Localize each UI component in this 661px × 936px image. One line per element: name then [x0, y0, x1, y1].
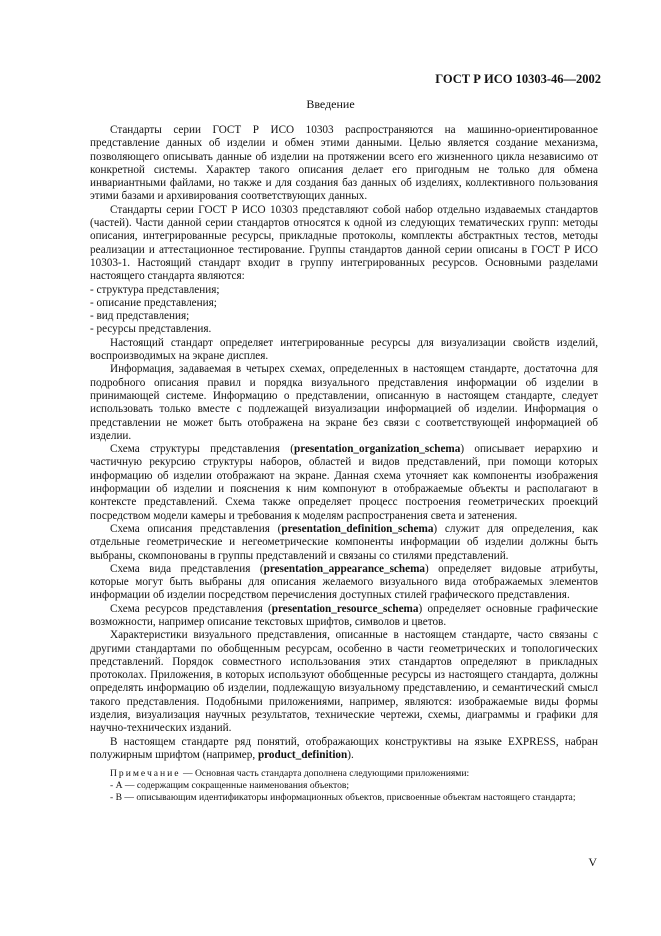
text: Схема ресурсов представления (	[110, 602, 272, 615]
bold-term: presentation_definition_schema	[281, 522, 434, 535]
bold-term: presentation_organization_schema	[293, 443, 461, 456]
note-label: Примечание	[110, 768, 181, 780]
paragraph-1: Стандарты серии ГОСТ Р ИСО 10303 распространяются на машинно-ориентированное представление данных об изделии и обмен этими данными. Целью является создание механизма, позволяющего описывать данные об изделии на протяжении всего его жизненного цикла независимо от конкретной системы. Характер такого описания делает его пригодным не только для обмена инвариантными файлами, но также и для создания баз данных об изделиях, коллективного пользования этими базами и архивирования соответствующих данных.	[90, 124, 598, 203]
note-item: - В — описывающим идентификаторы информационных объектов, присвоенные объектам настоящего стандарта;	[110, 792, 576, 804]
text: ) определяет основные графические возможности, например описание текстовых шрифтов, символов и цветов.	[90, 602, 598, 628]
page-number: V	[588, 855, 597, 869]
paragraph-7	[90, 563, 598, 603]
note-text: — Основная часть стандарта дополнена следующими приложениями:	[180, 768, 470, 780]
list-item: - описание представления;	[90, 296, 217, 309]
paragraph-9: Характеристики визуального представления, описанные в настоящем стандарте, часто связаны с другими стандартами по обобщенным ресурсам, особенно в части геометрических и топологических представлений. Порядок совместного использования этих стандартов определяют в прикладных протоколах. Приложения, в которых используют обобщенные ресурсы из настоящего стандарта, должны определять информацию об изделии, подлежащую визуальному представлению, и семантический смысл такого представления. Подобными приложениями, например, являются: изображаемые виды формы изделия, визуализация научных результатов, технические чертежи, схемы, диаграммы и графики для научно-технических изданий.	[90, 629, 598, 735]
note-intro	[90, 768, 598, 780]
bold-term: presentation_appearance_schema	[263, 562, 425, 575]
bold-term: product_definition	[257, 748, 348, 761]
bold-term: presentation_resource_schema	[271, 602, 419, 615]
body-text	[90, 124, 598, 804]
list-item: - вид представления;	[90, 310, 190, 323]
paragraph-3: Настоящий стандарт определяет интегрированные ресурсы для визуализации свойств изделий, воспроизводимых на экране дисплея.	[90, 336, 598, 363]
paragraph-4: Информация, задаваемая в четырех схемах, определенных в настоящем стандарте, достаточна для подробного описания правил и порядка визуального представления информации об изделии в принимающей системе. Информацию о представлении, описанную в настоящем стандарте, следует использовать только вместе с подлежащей визуализации информацией об изделии. Информация о представлении не может быть отображена на экране без связи с соответствующей информацией об изделии.	[90, 363, 598, 442]
paragraph-6	[90, 523, 598, 563]
section-title: Введение	[306, 97, 355, 111]
list-item: - ресурсы представления.	[90, 323, 212, 336]
document-header: ГОСТ Р ИСО 10303-46—2002	[435, 72, 601, 86]
sections-list	[90, 284, 598, 337]
text: ) служит для определения, как отдельные геометрические и негеометрические компоненты информации об изделии должны быть выбраны, скомпонованы в группы представлений и связаны со стилями представлений.	[90, 522, 599, 562]
note-item: - А — содержащим сокращенные наименования объектов;	[110, 780, 350, 792]
text: В настоящем стандарте ряд понятий, отображающих конструктивы на языке EXPRESS, набран полужирным шрифтом (например,	[90, 735, 598, 761]
paragraph-5	[90, 443, 598, 523]
note	[90, 768, 598, 804]
paragraph-8	[90, 603, 598, 630]
paragraph-2: Стандарты серии ГОСТ Р ИСО 10303 представляют собой набор отдельно издаваемых стандартов (частей). Части данной серии стандартов относятся к одной из следующих тематических групп: методы описания, интегрированные ресурсы, прикладные протоколы, комплекты абстрактных тестов, методы реализации и аттестационное тестирование. Группы стандартов данной серии описаны в ГОСТ Р ИСО 10303-1. Настоящий стандарт входит в группу интегрированных ресурсов. Основными разделами настоящего стандарта являются:	[90, 203, 598, 283]
text: Схема описания представления (	[110, 522, 282, 535]
text: ) описывает иерархию и частичную рекурсию структуры наборов, областей и видов представлений, при помощи которых информацию об изделии отображают на экране. Данная схема уточняет как компоненты изображения информации об изделии и пояснения к ним компонуют в отображаемые объекты и располагают в контексте представлений. Схема также определяет процесс построения геометрических проекций посредством модели камеры и требования к моделям распространения света и затенения.	[90, 443, 598, 522]
text: ).	[347, 748, 354, 761]
list-item: - структура представления;	[90, 283, 220, 296]
paragraph-10	[90, 736, 598, 763]
text: Схема структуры представления (	[110, 443, 294, 456]
text: Схема вида представления (	[110, 562, 264, 575]
text: ) определяет видовые атрибуты, которые могут быть выбраны для описания желаемого визуального вида отображаемых элементов информации об изделии посредством перечисления доступных стилей графического представления.	[90, 562, 599, 602]
